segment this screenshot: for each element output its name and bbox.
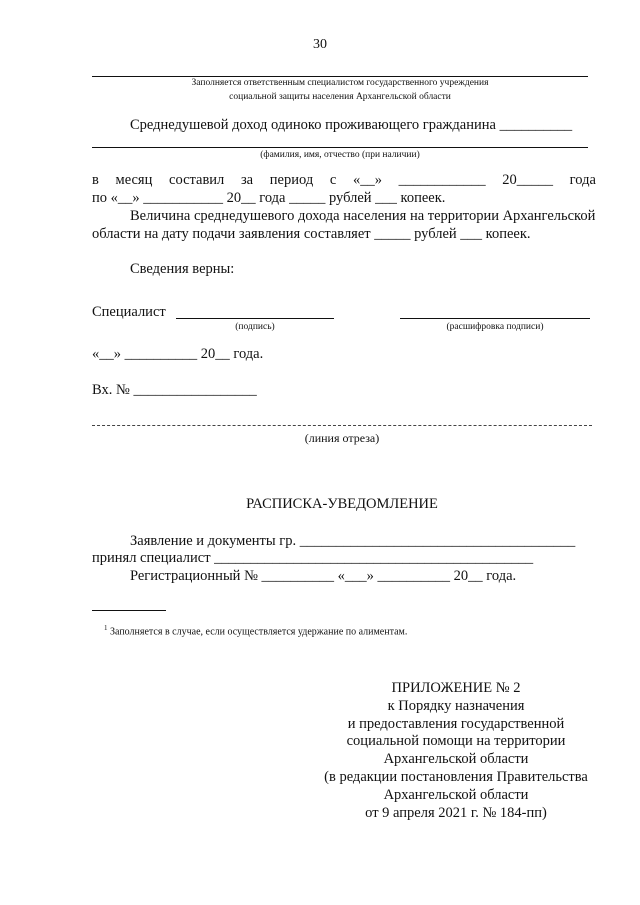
incoming-number-line: Вх. № _________________ [92,382,257,398]
footnote-marker: 1 [104,624,108,632]
period-word: за [240,172,254,188]
header-note-line1: Заполняется ответственным специалистом государственного учреждения [191,78,489,88]
specialist-label: Специалист [92,304,166,320]
decoding-caption: (расшифровка подписи) [446,322,544,332]
name-field-line[interactable] [92,147,588,148]
page-number: 30 [313,37,327,52]
header-note-line2: социальной защиты населения Архангельской области [229,92,451,102]
period-word: «__» [352,172,382,188]
decoding-field-line[interactable] [400,318,590,319]
cut-line [92,425,592,426]
appendix-line: социальной помощи на территории [346,733,566,750]
header-rule [92,76,588,77]
period-word: в [92,172,99,188]
date-line: «__» __________ 20__ года. [92,346,264,362]
period-line-2: по «__» ___________ 20__ года _____ рублей ___ копеек. [92,190,446,206]
appendix-line: к Порядку назначения [387,697,525,714]
signature-caption: (подпись) [235,322,275,332]
signature-field-line[interactable] [176,318,334,319]
avg-income-line-2: области на дату подачи заявления составляет _____ рублей ___ копеек. [92,226,531,242]
period-word: период [269,172,314,188]
appendix-line: и предоставления государственной [347,715,565,732]
receipt-line-1: Заявление и документы гр. ______________________________________ [130,533,576,549]
receipt-line-2: принял специалист ____________________________________________ [92,550,534,566]
appendix-block [306,680,606,822]
period-word: года [569,172,596,188]
appendix-line: от 9 апреля 2021 г. № 184-пп) [365,804,547,821]
receipt-line-3: Регистрационный № __________ «___» __________ 20__ года. [130,568,517,584]
income-title-line: Среднедушевой доход одиноко проживающего гражданина __________ [130,117,573,133]
period-word: составил [169,172,225,188]
period-line-1 [92,172,596,189]
appendix-line: Архангельской области [383,786,529,803]
footnote [104,624,407,637]
cut-line-caption: (линия отреза) [304,431,380,445]
period-word: ____________ [398,172,486,188]
avg-income-line-1: Величина среднедушевого дохода населения на территории Архангельской [130,208,596,224]
period-word: 20_____ [502,172,554,188]
receipt-title: РАСПИСКА-УВЕДОМЛЕНИЕ [246,496,438,512]
appendix-line: ПРИЛОЖЕНИЕ № 2 [391,680,521,696]
appendix-line: (в редакции постановления Правительства [324,768,588,785]
period-word: с [329,172,337,188]
period-word: месяц [115,172,153,188]
appendix-line: Архангельской области [383,751,529,768]
footnote-rule [92,610,166,611]
verified-label: Сведения верны: [130,261,235,277]
name-caption: (фамилия, имя, отчество (при наличии) [260,150,420,160]
footnote-text: Заполняется в случае, если осуществляется удержание по алиментам. [110,626,408,638]
